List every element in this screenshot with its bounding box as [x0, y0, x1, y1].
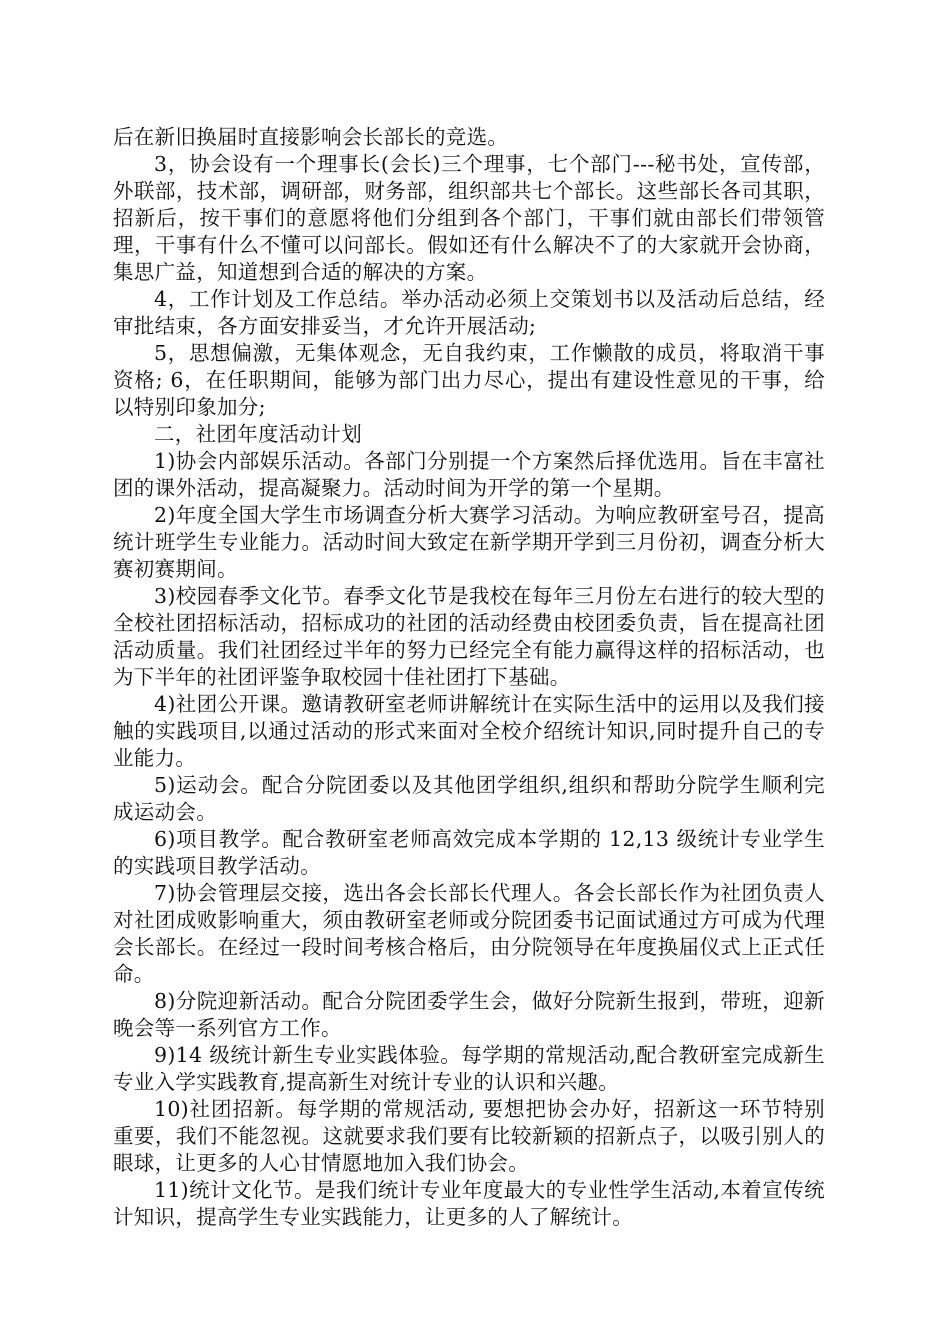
- section-heading: 二，社团年度活动计划: [154, 422, 362, 446]
- activity-item-4: 4)社团公开课。邀请教研室老师讲解统计在实际生活中的运用以及我们接触的实践项目,以通过活动的形式来面对全校介绍统计知识,同时提升自己的专业能力。: [113, 692, 825, 770]
- activity-item-7: 7)协会管理层交接，选出各会长部长代理人。各会长部长作为社团负责人对社团成败影响重大，须由教研室老师或分院团委书记面试通过方可成为代理会长部长。在经过一段时间考核合格后，由分院领导在年度换届仪式上正式任命。: [113, 881, 825, 986]
- activity-item-5: 5)运动会。配合分院团委以及其他团学组织,组织和帮助分院学生顺利完成运动会。: [113, 773, 825, 824]
- paragraph-continuation: 后在新旧换届时直接影响会长部长的竞选。: [113, 125, 509, 149]
- activity-item-11: 11)统计文化节。是我们统计专业年度最大的专业性学生活动,本着宣传统计知识，提高学生专业实践能力，让更多的人了解统计。: [113, 1178, 825, 1229]
- paragraph-rule-4: 4，工作计划及工作总结。举办活动必须上交策划书以及活动后总结，经审批结束，各方面安排妥当，才允许开展活动;: [113, 287, 825, 338]
- document-body: [113, 124, 825, 1231]
- activity-item-2: 2)年度全国大学生市场调查分析大赛学习活动。为响应教研室号召，提高统计班学生专业能力。活动时间大致定在新学期开学到三月份初，调查分析大赛初赛期间。: [113, 503, 825, 581]
- paragraph-rule-3: 3，协会设有一个理事长(会长)三个理事，七个部门---秘书处，宣传部，外联部，技术部，调研部，财务部，组织部共七个部长。这些部长各司其职，招新后，按干事们的意愿将他们分组到各个部门，干事们就由部长们带领管理，干事有什么不懂可以问部长。假如还有什么解决不了的大家就开会协商，集思广益，知道想到合适的解决的方案。: [113, 152, 825, 284]
- activity-item-9: 9)14 级统计新生专业实践体验。每学期的常规活动,配合教研室完成新生专业入学实践教育,提高新生对统计专业的认识和兴趣。: [113, 1043, 825, 1094]
- activity-item-10: 10)社团招新。每学期的常规活动, 要想把协会办好，招新这一环节特别重要，我们不能忽视。这就要求我们要有比较新颖的招新点子，以吸引别人的眼球，让更多的人心甘情愿地加入我们协会。: [113, 1097, 825, 1175]
- activity-item-6: 6)项目教学。配合教研室老师高效完成本学期的 12,13 级统计专业学生的实践项目教学活动。: [113, 827, 825, 878]
- activity-item-1: 1)协会内部娱乐活动。各部门分别提一个方案然后择优选用。旨在丰富社团的课外活动，提高凝聚力。活动时间为开学的第一个星期。: [113, 449, 825, 500]
- activity-item-3: 3)校园春季文化节。春季文化节是我校在每年三月份左右进行的较大型的全校社团招标活动，招标成功的社团的活动经费由校团委负责，旨在提高社团活动质量。我们社团经过半年的努力已经完全有能力赢得这样的招标活动，也为下半年的社团评鉴争取校园十佳社团打下基础。: [113, 584, 825, 689]
- paragraph-rule-5-6: 5，思想偏激，无集体观念，无自我约束，工作懒散的成员，将取消干事资格; 6，在任职期间，能够为部门出力尽心，提出有建设性意见的干事，给以特别印象加分;: [113, 341, 825, 419]
- activity-item-8: 8)分院迎新活动。配合分院团委学生会，做好分院新生报到，带班，迎新晚会等一系列官方工作。: [113, 989, 825, 1040]
